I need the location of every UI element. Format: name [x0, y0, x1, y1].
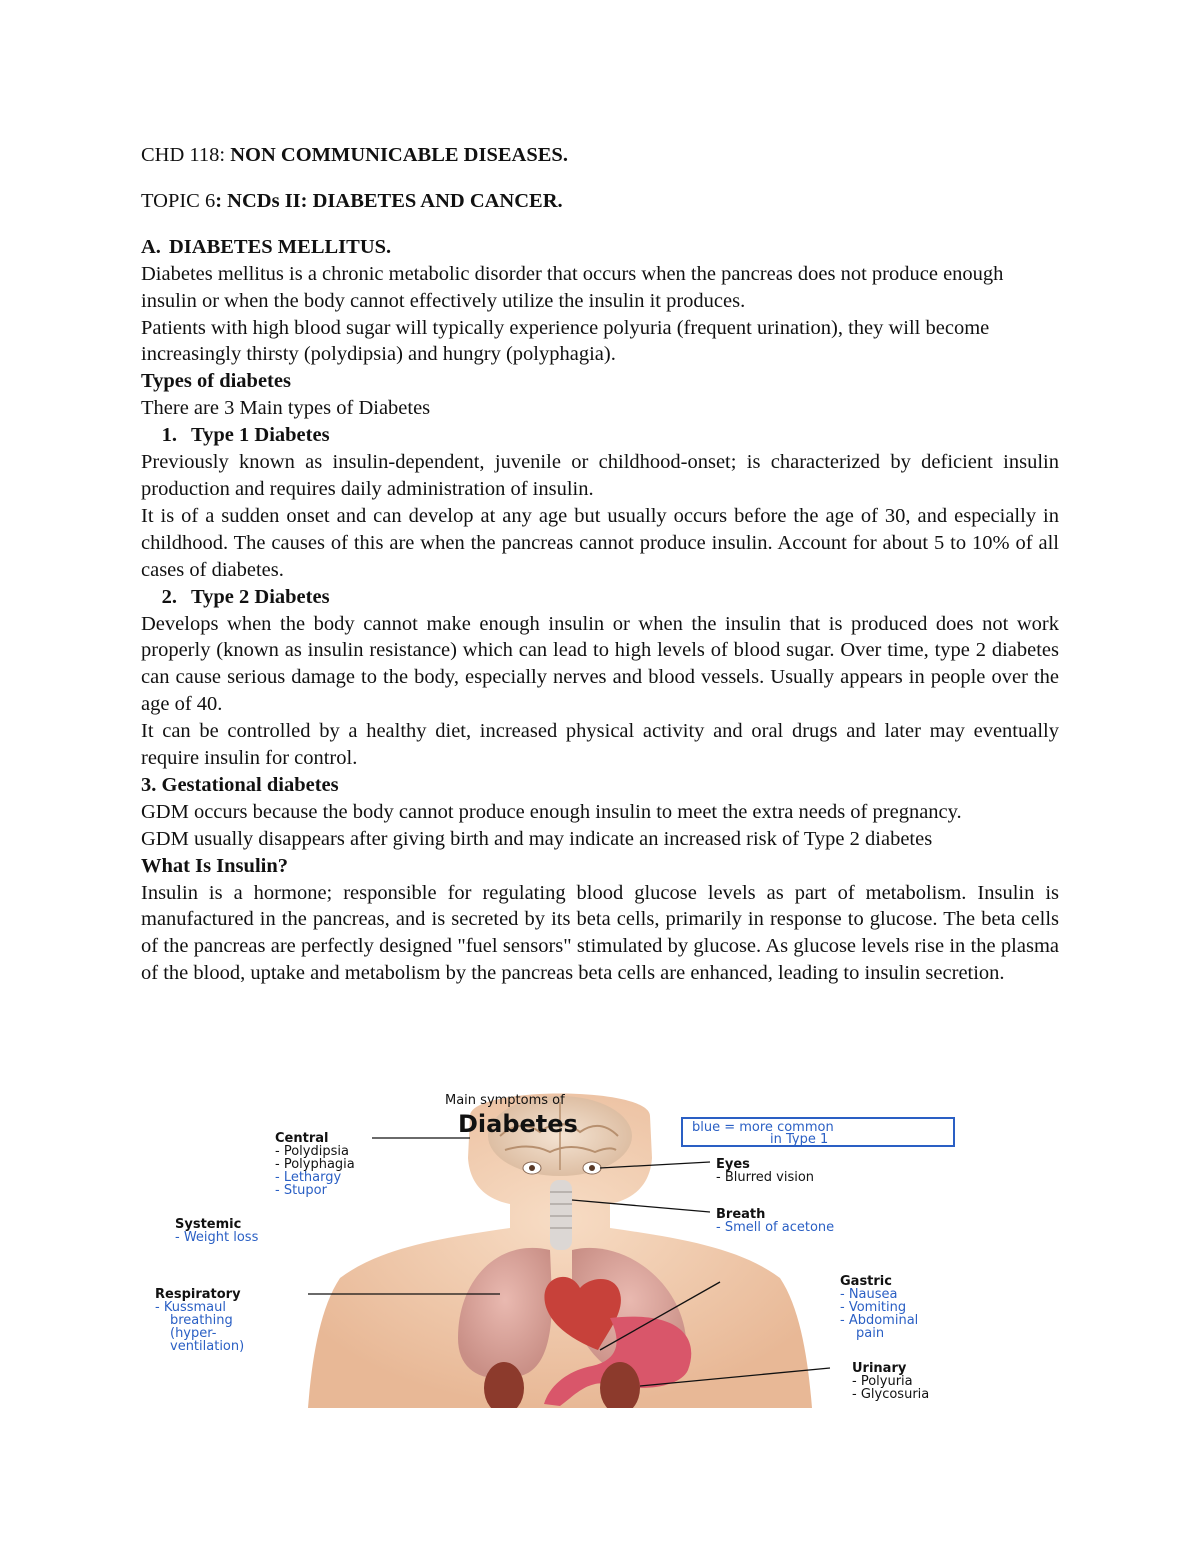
- type1-paragraph-1: Previously known as insulin-dependent, juvenile or childhood-onset; is characterized by deficient insulin production and requires daily administration of insulin.: [141, 451, 1059, 500]
- course-code: CHD 118:: [141, 144, 226, 166]
- eyes-item-blurred-vision: - Blurred vision: [716, 1170, 815, 1185]
- trachea-icon: [550, 1180, 572, 1250]
- systemic-title: Systemic: [175, 1217, 242, 1232]
- gastric-item-pain: pain: [856, 1326, 885, 1341]
- central-item-stupor: - Stupor: [275, 1183, 327, 1198]
- gastric-symptoms: [840, 1274, 918, 1341]
- systemic-symptoms: [175, 1217, 259, 1245]
- symptoms-illustration: [140, 1088, 1058, 1408]
- gastric-item-nausea: - Nausea: [840, 1287, 898, 1302]
- gastric-item-vomiting: - Vomiting: [840, 1300, 907, 1315]
- type1-title: Type 1 Diabetes: [191, 424, 330, 447]
- document-body: [141, 142, 1059, 987]
- type2-heading: [141, 584, 1059, 611]
- gestational-paragraph-2: GDM usually disappears after giving birth and may indicate an increased risk of Type 2 diabetes: [141, 827, 933, 850]
- legend-line-1: blue = more common: [692, 1120, 834, 1135]
- type1-paragraph-2: It is of a sudden onset and can develop at any age but usually occurs before the age of 30, and especially in childhood. The causes of this are when the pancreas cannot produce insulin. Account for about 5 to 10% of all cases of diabetes.: [141, 504, 1059, 581]
- gestational-heading: 3. Gestational diabetes: [141, 773, 339, 796]
- systemic-item-weight-loss: - Weight loss: [175, 1230, 259, 1245]
- urinary-item-glycosuria: - Glycosuria: [852, 1387, 930, 1402]
- section-heading: [141, 234, 1059, 261]
- insulin-paragraph: Insulin is a hormone; responsible for regulating blood glucose levels as part of metabolism. Insulin is manufactured in the pancreas, and is secreted by its beta cells, primarily in response to glucose. The beta cells of the pancreas are perfectly designed "fuel sensors" stimulated by glucose. As glucose levels rise in the plasma of the blood, uptake and metabolism by the pancreas beta cells are enhanced, leading to insulin secretion.: [141, 881, 1059, 985]
- respiratory-item-kussmaul: - Kussmaul: [155, 1300, 226, 1315]
- urinary-symptoms: [852, 1361, 929, 1402]
- types-intro: There are 3 Main types of Diabetes: [141, 397, 431, 420]
- respiratory-title: Respiratory: [155, 1287, 241, 1302]
- gestational-paragraph-1: GDM occurs because the body cannot produce enough insulin to meet the extra needs of pregnancy.: [141, 800, 962, 823]
- respiratory-item-breathing: breathing: [170, 1313, 233, 1328]
- intro-paragraph-2: Patients with high blood sugar will typically experience polyuria (frequent urination), they will become increasingly thirsty (polydipsia) and hungry (polyphagia).: [141, 316, 990, 366]
- breath-item-acetone: - Smell of acetone: [716, 1220, 835, 1235]
- urinary-title: Urinary: [852, 1361, 907, 1376]
- type2-paragraph-2: It can be controlled by a healthy diet, increased physical activity and oral drugs and later may eventually require insulin for control.: [141, 720, 1059, 770]
- urinary-item-polyuria: - Polyuria: [852, 1374, 913, 1389]
- topic-heading: [141, 188, 1059, 215]
- type2-title: Type 2 Diabetes: [191, 585, 330, 608]
- course-title: NON COMMUNICABLE DISEASES.: [230, 144, 568, 166]
- central-item-lethargy: - Lethargy: [275, 1170, 342, 1185]
- central-item-polydipsia: - Polydipsia: [275, 1144, 349, 1159]
- course-heading: [141, 142, 1059, 169]
- gastric-title: Gastric: [840, 1274, 892, 1289]
- type1-heading: [141, 422, 1059, 449]
- insulin-heading: What Is Insulin?: [141, 854, 288, 877]
- figure-legend: [682, 1118, 954, 1147]
- figure-title-small: Main symptoms of: [445, 1093, 565, 1108]
- eyes-title: Eyes: [716, 1157, 750, 1172]
- figure-title-big: Diabetes: [458, 1110, 578, 1138]
- type2-paragraph-1: Develops when the body cannot make enough insulin or when the insulin that is produced does not work properly (known as insulin resistance) which can lead to high levels of blood sugar. Over time, type 2 diabetes can cause serious damage to the body, especially nerves and blood vessels. Usually appears in people over the age of 40.: [141, 612, 1059, 716]
- central-item-polyphagia: - Polyphagia: [275, 1157, 355, 1172]
- eyes-symptoms: [716, 1157, 814, 1185]
- gastric-item-abdominal: - Abdominal: [840, 1313, 919, 1328]
- type2-number: 2.: [161, 585, 177, 608]
- section-title: DIABETES MELLITUS.: [169, 235, 392, 258]
- topic-prefix: TOPIC 6: [141, 189, 216, 212]
- breath-title: Breath: [716, 1207, 766, 1222]
- intro-paragraph-1: Diabetes mellitus is a chronic metabolic disorder that occurs when the pancreas does not produce enough insulin or when the body cannot effectively utilize the insulin it produces.: [141, 262, 1004, 312]
- type1-number: 1.: [161, 424, 177, 447]
- respiratory-item-hyper: (hyper-: [170, 1326, 217, 1341]
- breath-symptoms: [716, 1207, 834, 1235]
- respiratory-item-ventilation: ventilation): [170, 1339, 245, 1354]
- section-letter: A.: [141, 235, 161, 258]
- types-heading: Types of diabetes: [141, 370, 291, 393]
- respiratory-symptoms: [155, 1287, 244, 1354]
- central-symptoms: [275, 1131, 355, 1198]
- diabetes-symptoms-figure: [140, 1088, 1058, 1408]
- legend-line-2: in Type 1: [770, 1132, 829, 1147]
- central-title: Central: [275, 1131, 329, 1146]
- topic-title: : NCDs II: DIABETES AND CANCER.: [215, 189, 563, 212]
